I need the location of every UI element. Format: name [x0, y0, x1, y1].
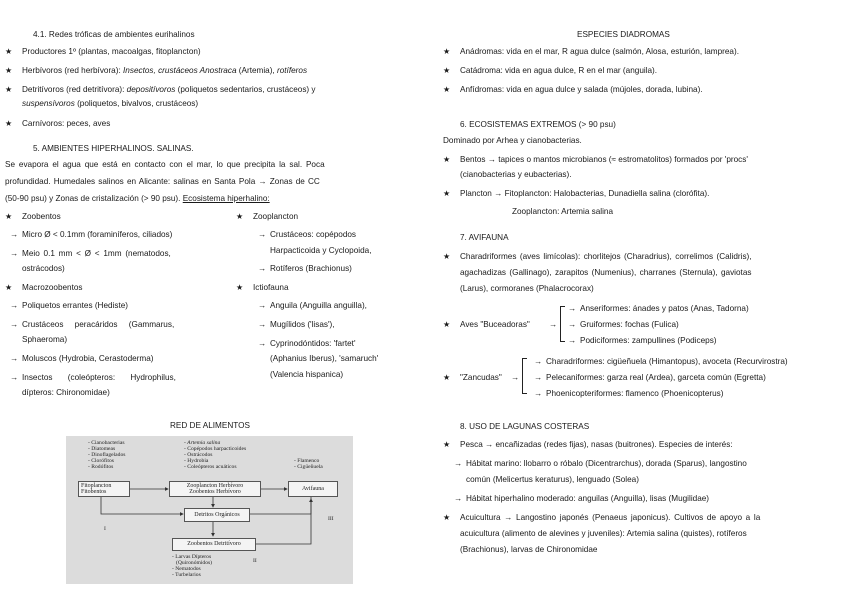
item-plancton: ★ Plancton → Fitoplancton: Halobacterias, Dunadiella salina (clorófita).: [460, 189, 709, 199]
item-charadriformes-3: (Larus), cormoranes (Phalacrocorax): [460, 284, 594, 293]
item-carnivoros: ★ Carnívoros: peces, aves: [22, 119, 110, 129]
section-5-title: 5. AMBIENTES HIPERHALINOS. SALINAS.: [33, 144, 194, 153]
item-charadriformes-2: agachadizas (Gallinago), zarapitos (Numenius), charranes (Sternula), gaviotas: [460, 268, 752, 277]
diagram-list-bottom-2: (Quironómidos): [176, 560, 213, 566]
item-productores: ★ Productores 1º (plantas, macoalgas, fitoplancton): [22, 47, 201, 57]
section-4-1-title: 4.1. Redes tróficas de ambientes eurihalinos: [33, 30, 195, 39]
diagram-list-right-2: - Cigüeñuela: [294, 464, 323, 470]
diagram-list-mid-4: - Hydrobia: [184, 458, 209, 464]
macro-insectos-cont: dípteros: Chironomidae): [22, 388, 110, 397]
item-zancudas: ★ "Zancudas": [460, 373, 502, 383]
diagram-list-left-3: - Dinoflagelados: [88, 452, 126, 458]
brace-zancudas: [522, 358, 527, 394]
diagram-list-bottom-1: - Larvas Dípteros: [172, 554, 212, 560]
section-5-text-1: Se evapora el agua que está en contacto con el mar, lo que precipita la sal. Poca: [5, 160, 325, 169]
section-6-text: Dominado por Arhea y cianobacterias.: [443, 136, 582, 145]
buce-arrow-mid: →: [549, 320, 558, 329]
box-fitoplancton: Fitoplancton Fitobentos: [78, 481, 130, 497]
ictio-cyprinodontidos: → Cyprinodóntidos: 'fartet': [270, 339, 356, 349]
item-anfidromas: ★ Anfídromas: vida en agua dulce y salada (mújoles, dorada, lubina).: [460, 85, 703, 95]
section-5-text-2: profundidad. Humedales salinos en Alicante: salinas en Santa Pola → Zonas de CC: [5, 177, 320, 186]
macro-insectos: → Insectos (coleópteros: Hydrophilus,: [22, 373, 176, 383]
diagram-list-left-2: - Diatomeas: [88, 446, 116, 452]
item-anadromas: ★ Anádromas: vida en el mar, R agua dulce (salmón, Alosa, esturión, lamprea).: [460, 47, 739, 57]
section-8-title: 8. USO DE LAGUNAS COSTERAS: [460, 422, 590, 431]
zoobentos-micro: → Micro Ø < 0.1mm (foraminíferos, ciliados): [22, 230, 172, 240]
ictio-cyprinodontidos-2: (Aphanius Iberus), 'samaruch': [270, 354, 379, 363]
item-aves-buceadoras: ★ Aves "Buceadoras": [460, 320, 530, 330]
macro-moluscos: → Moluscos (Hydrobia, Cerastoderma): [22, 354, 154, 364]
box-detritos: Detritos Orgánicos: [184, 508, 250, 522]
pesca-marino: → Hábitat marino: llobarro o róbalo (Dicentrarchus), dorada (Sparus), langostino: [466, 459, 747, 469]
diagram-list-mid-2: - Copépodos harpacticoides: [184, 446, 247, 452]
macro-crustaceos: → Crustáceos peracáridos (Gammarus,: [22, 320, 174, 330]
zoobentos-meio-cont: ostrácodos): [22, 264, 65, 273]
section-7-title: 7. AVIFAUNA: [460, 233, 509, 242]
item-acuicultura: ★ Acuicultura → Langostino japonés (Penaeus japonicus). Cultivos de apoyo a la: [460, 513, 760, 523]
buce-podiciformes: → Podiciformes: zampullines (Podiceps): [580, 336, 717, 346]
section-6-title: 6. ECOSISTEMAS EXTREMOS (> 90 psu): [460, 120, 616, 129]
acuicultura-cont: acuicultura (alimento de alevines y juveniles): Artemia salina (quistes), rotíferos: [460, 529, 747, 538]
item-detritivoros: ★ Detritívoros (red detritívora): depositívoros (poliquetos sedentarios, crustáceos) y: [22, 85, 316, 95]
ictio-anguila: → Anguila (Anguilla anguilla),: [270, 301, 367, 311]
buce-gruiformes: → Gruiformes: fochas (Fulica): [580, 320, 679, 330]
item-catadroma: ★ Catádroma: vida en agua dulce, R en el mar (anguila).: [460, 66, 657, 76]
zooplancton-heading: ★ Zooplancton: [253, 212, 298, 222]
box-avifauna: Avifauna: [288, 481, 338, 497]
red-alimentos-title: RED DE ALIMENTOS: [170, 421, 250, 430]
diagram-label-I: I: [104, 526, 106, 532]
brace-buceadoras: [560, 306, 565, 342]
food-web-diagram: [66, 436, 353, 584]
item-bentos: ★ Bentos → tapices o mantos microbianos (≈ estromatolitos) formados por 'procs': [460, 155, 748, 165]
diagram-list-mid-3: - Ostrácodos: [184, 452, 213, 458]
pesca-hiperhalino: → Hábitat hiperhalino moderado: anguilas (Anguilla), lisas (Mugilidae): [466, 494, 709, 504]
macro-poliquetos: → Poliquetos errantes (Hediste): [22, 301, 128, 311]
zooplancton-rotiferos: → Rotíferos (Brachionus): [270, 264, 352, 274]
diagram-label-III: III: [328, 516, 334, 522]
zanc-charadriformes: → Charadriformes: cigüeñuela (Himantopus), avoceta (Recurvirostra): [546, 357, 788, 367]
item-pesca: ★ Pesca → encañizadas (redes fijas), nasas (buitrones). Especies de interés:: [460, 440, 733, 450]
ictio-mugilidos: → Mugílidos ('lisas'),: [270, 320, 335, 330]
zanc-pelecaniformes: → Pelecaniformes: garza real (Ardea), garceta común (Egretta): [546, 373, 766, 383]
item-bentos-cont: (cianobacterias y eubacterias).: [460, 170, 572, 179]
diagram-list-bottom-4: - Turbelarios: [172, 572, 201, 578]
zanc-arrow-mid: →: [511, 373, 520, 382]
diagram-label-II: II: [253, 558, 257, 564]
section-5-text-3: (50-90 psu) y Zonas de cristalización (> 90 psu). Ecosistema hiperhalino:: [5, 194, 270, 203]
zooplancton-copepodos: → Crustáceos: copépodos: [270, 230, 356, 240]
zanc-phoenicopteriformes: → Phoenicopteriformes: flamenco (Phoenicopterus): [546, 389, 724, 399]
macrozoobentos-heading: ★ Macrozoobentos: [22, 283, 83, 293]
diagram-list-left-4: - Clorófitos: [88, 458, 114, 464]
ictiofauna-heading: ★ Ictiofauna: [253, 283, 289, 293]
pesca-marino-cont: común (Melicertus keraturus), lenguado (Solea): [466, 475, 639, 484]
acuicultura-cont-2: (Brachionus), larvas de Chironomidae: [460, 545, 598, 554]
diagram-list-mid-1: - Artemia salina: [184, 440, 221, 446]
diagram-list-bottom-3: - Nematodos: [172, 566, 201, 572]
zoobentos-meio: → Meio 0.1 mm < Ø < 1mm (nematodos,: [22, 249, 171, 259]
item-charadriformes: ★ Charadriformes (aves limícolas): chorlitejos (Charadrius), correlimos (Calidris),: [460, 252, 752, 262]
box-zooplancton: Zooplancton Herbívoro Zoobentos Herbívoro: [169, 481, 261, 497]
zoobentos-heading: ★ Zoobentos: [22, 212, 61, 222]
diagram-list-right-1: - Flamenco: [294, 458, 320, 464]
item-detritivoros-cont: suspensívoros (poliquetos, bivalvos, crustáceos): [22, 99, 199, 108]
item-herbivoros: ★ Herbívoros (red herbívora): Insectos, crustáceos Anostraca (Artemia), rotíferos: [22, 66, 307, 76]
ictio-cyprinodontidos-3: (Valencia hispanica): [270, 370, 344, 379]
box-zoobentos-detritivoro: Zoobentos Detritívoro: [172, 538, 256, 551]
zooplancton-copepodos-cont: Harpacticoida y Cyclopoida,: [270, 246, 372, 255]
item-plancton-cont: Zooplancton: Artemia salina: [512, 207, 614, 216]
diagram-list-left-1: - Cianobacterias: [88, 440, 125, 446]
especies-diadromas-title: ESPECIES DIADROMAS: [577, 30, 670, 39]
buce-anseriformes: → Anseriformes: ánades y patos (Anas, Tadorna): [580, 304, 749, 314]
macro-crustaceos-cont: Sphaeroma): [22, 335, 68, 344]
diagram-list-left-5: - Rodófitos: [88, 464, 114, 470]
diagram-list-mid-5: - Coleópteros acuáticos: [184, 464, 237, 470]
